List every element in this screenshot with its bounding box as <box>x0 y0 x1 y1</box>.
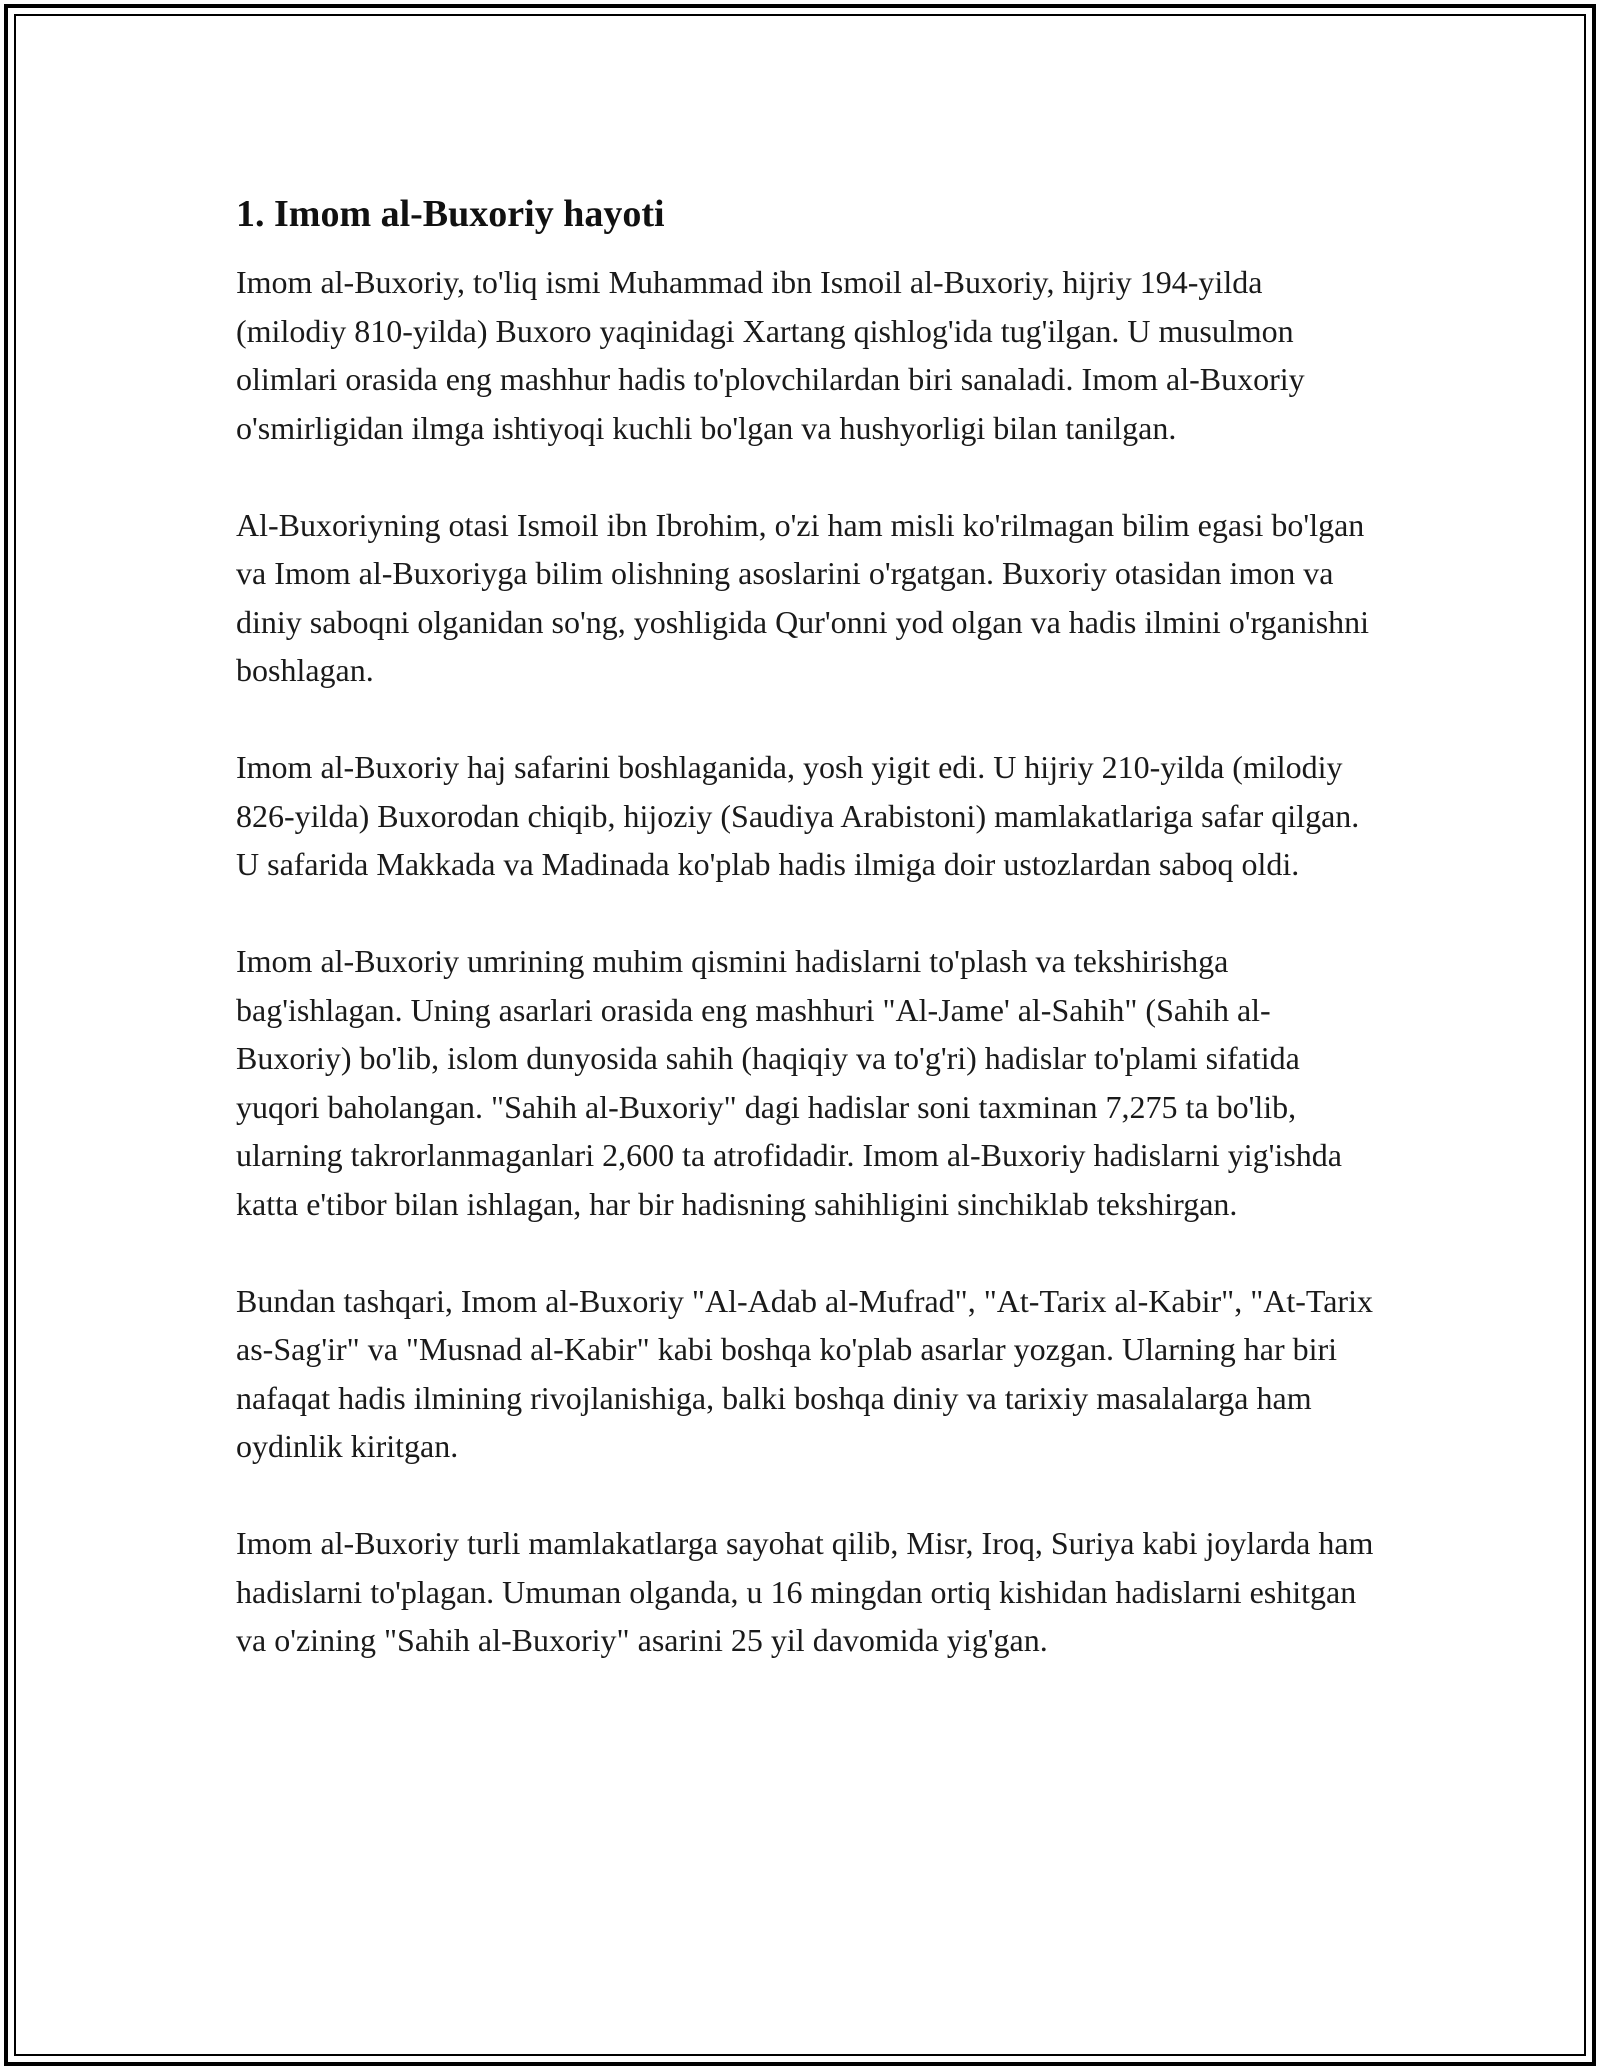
section-heading: 1. Imom al-Buxoriy hayoti <box>236 193 665 235</box>
document-page <box>236 188 1376 1665</box>
paragraph-hadith-collection: Imom al-Buxoriy umrining muhim qismini hadislarni to'plash va tekshirishga bag'ishlagan. Uning asarlari orasida eng mashhuri "Al-Jame' al-Sahih" (Sahih al-Buxoriy) bo'lib, islom dunyosida sahih (haqiqiy va to'g'ri) hadislar to'plami sifatida yuqori baholangan. "Sahih al-Buxoriy" dagi hadislar soni taxminan 7,275 ta bo'lib, ularning takrorlanmaganlari 2,600 ta atrofidadir. Imom al-Buxoriy hadislarni yig'ishda katta e'tibor bilan ishlagan, har bir hadisning sahihligini sinchiklab tekshirgan. <box>236 943 1342 1222</box>
paragraph-father: Al-Buxoriyning otasi Ismoil ibn Ibrohim, o'zi ham misli ko'rilmagan bilim egasi bo'lgan va Imom al-Buxoriyga bilim olishning asoslarini o'rgatgan. Buxoriy otasidan imon va diniy saboqni olganidan so'ng, yoshligida Qur'onni yod olgan va hadis ilmini o'rganishni boshlagan. <box>236 506 1370 688</box>
paragraph-birth: Imom al-Buxoriy, to'liq ismi Muhammad ibn Ismoil al-Buxoriy, hijriy 194-yilda (milodiy 810-yilda) Buxoro yaqinidagi Xartang qishlog'ida tug'ilgan. U musulmon olimlari orasida eng mashhur hadis to'plovchilardan biri sanaladi. Imom al-Buxoriy o'smirligidan ilmga ishtiyoqi kuchli bo'lgan va hushyorligi bilan tanilgan. <box>236 264 1305 446</box>
paragraph-hajj: Imom al-Buxoriy haj safarini boshlaganida, yosh yigit edi. U hijriy 210-yilda (milodiy 826-yilda) Buxorodan chiqib, hijoziy (Saudiya Arabistoni) mamlakatlariga safar qilgan. U safarida Makkada va Madinada ko'plab hadis ilmiga doir ustozlardan saboq oldi. <box>236 749 1360 882</box>
paragraph-travels: Imom al-Buxoriy turli mamlakatlarga sayohat qilib, Misr, Iroq, Suriya kabi joylarda ham hadislarni to'plagan. Umuman olganda, u 16 mingdan ortiq kishidan hadislarni eshitgan va o'zining "Sahih al-Buxoriy" asarini 25 yil davomida yig'gan. <box>236 1525 1374 1658</box>
paragraph-other-works: Bundan tashqari, Imom al-Buxoriy "Al-Adab al-Mufrad", "At-Tarix al-Kabir", "At-Tarix as-Sag'ir" va "Musnad al-Kabir" kabi boshqa ko'plab asarlar yozgan. Ularning har biri nafaqat hadis ilmining rivojlanishiga, balki boshqa diniy va tarixiy masalalarga ham oydinlik kiritgan. <box>236 1282 1373 1464</box>
